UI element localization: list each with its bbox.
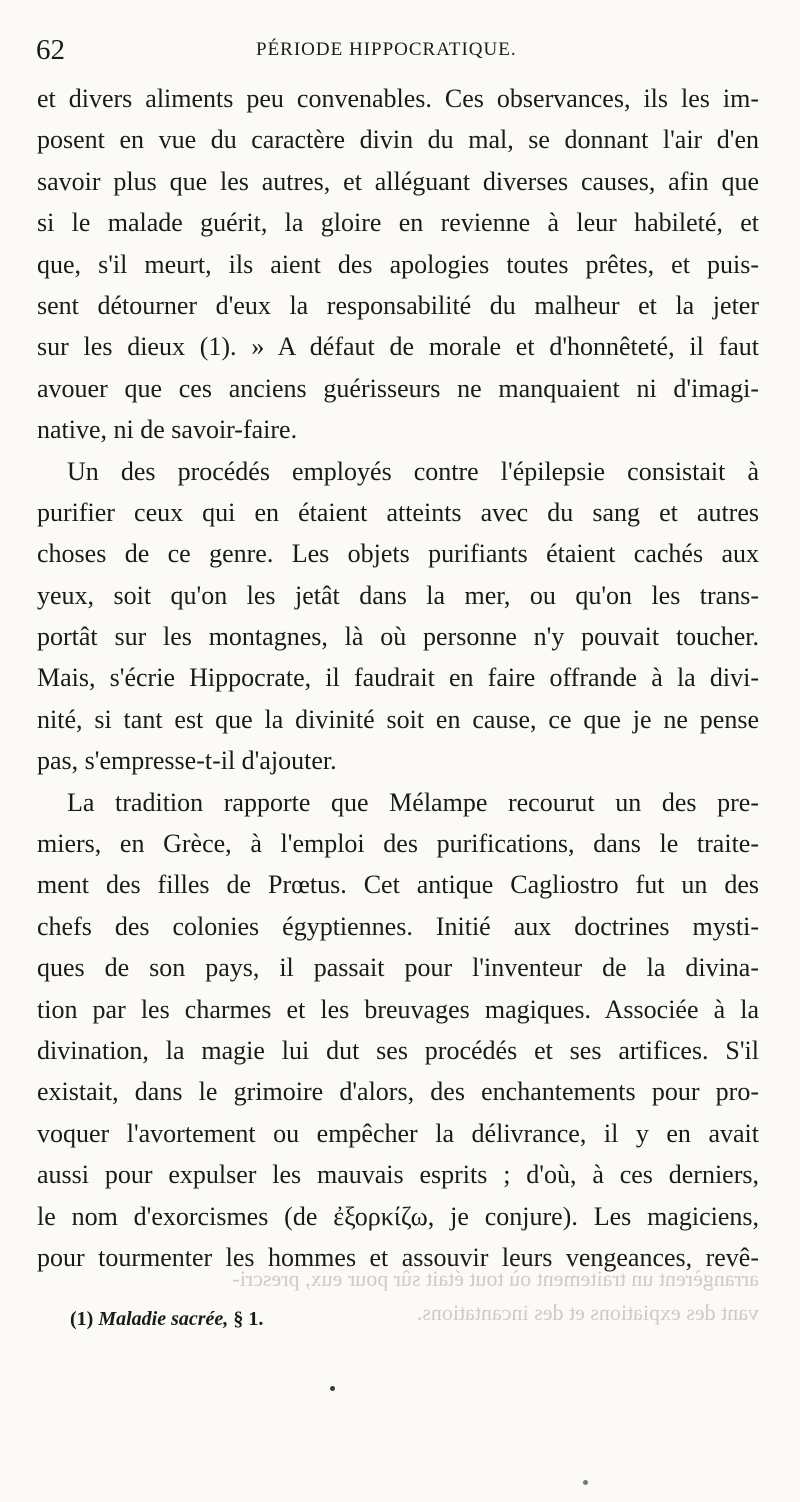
footnote-marker: (1)	[70, 1308, 94, 1330]
text-line: pas, s'empresse-t-il d'ajouter.	[37, 746, 337, 776]
body-text	[37, 78, 759, 1278]
footnote-ref: § 1.	[233, 1308, 264, 1330]
footnote-title: Maladie sacrée,	[98, 1308, 229, 1330]
text-line: voquer l'avortement ou empêcher la délivrance, il y en avait	[37, 1118, 759, 1148]
text-line: savoir plus que les autres, et alléguant diverses causes, afin que	[37, 166, 759, 196]
page-header	[36, 28, 764, 72]
ink-speck	[330, 1386, 335, 1391]
text-line: pour tourmenter les hommes et assouvir leurs vengeances, revê-	[37, 1242, 759, 1272]
text-line: purifier ceux qui en étaient atteints avec du sang et autres	[37, 497, 759, 527]
text-line: choses de ce genre. Les objets purifiants étaient cachés aux	[37, 539, 759, 569]
text-line: aussi pour expulser les mauvais esprits ; d'où, à ces derniers,	[37, 1160, 759, 1190]
text-line: native, ni de savoir-faire.	[37, 415, 298, 445]
text-line: miers, en Grèce, à l'emploi des purifications, dans le traite-	[37, 829, 759, 859]
text-line: tion par les charmes et les breuvages magiques. Associée à la	[37, 994, 759, 1024]
text-line: avouer que ces anciens guérisseurs ne manquaient ni d'imagi-	[37, 373, 759, 403]
text-line: posent en vue du caractère divin du mal, se donnant l'air d'en	[37, 125, 759, 155]
ink-speck	[583, 1480, 588, 1485]
bleed-line: arrangèrent un traitement où tout était sûr pour eux, prescri-	[232, 1266, 759, 1291]
text-line: divination, la magie lui dut ses procédés et ses artifices. S'il	[37, 1035, 759, 1065]
text-line: sent détourner d'eux la responsabilité du malheur et la jeter	[37, 290, 759, 320]
text-line: si le malade guérit, la gloire en revienne à leur habileté, et	[37, 208, 759, 238]
text-line: ment des filles de Prœtus. Cet antique Cagliostro fut un des	[37, 870, 759, 900]
text-line: chefs des colonies égyptiennes. Initié aux doctrines mysti-	[37, 911, 759, 941]
bleed-line: vant des expiations et des incantations.	[416, 1300, 759, 1325]
text-line: portât sur les montagnes, là où personne n'y pouvait toucher.	[37, 622, 759, 652]
text-line: sur les dieux (1). » A défaut de morale et d'honnêteté, il faut	[37, 332, 759, 362]
text-line: et divers aliments peu convenables. Ces observances, ils les im-	[37, 84, 759, 113]
text-line: Mais, s'écrie Hippocrate, il faudrait en faire offrande à la divi-	[37, 663, 759, 693]
text-line: ques de son pays, il passait pour l'inventeur de la divina-	[37, 953, 759, 983]
text-line: le nom d'exorcismes (de ἐξορκίζω, je conjure). Les magiciens,	[37, 1201, 759, 1231]
paragraph-first-line: Un des procédés employés contre l'épilepsie consistait à	[67, 456, 759, 486]
text-line: existait, dans le grimoire d'alors, des enchantements pour pro-	[37, 1077, 759, 1107]
footnote	[70, 1304, 263, 1334]
paragraph-first-line: La tradition rapporte que Mélampe recourut un des pre-	[67, 787, 759, 817]
text-line: que, s'il meurt, ils aient des apologies toutes prêtes, et puis-	[37, 249, 759, 279]
text-line: nité, si tant est que la divinité soit en cause, ce que je ne pense	[37, 704, 759, 734]
page-number: 62	[36, 34, 65, 66]
running-head: PÉRIODE HIPPOCRATIQUE.	[256, 39, 517, 60]
text-line: yeux, soit qu'on les jetât dans la mer, ou qu'on les trans-	[37, 580, 759, 610]
